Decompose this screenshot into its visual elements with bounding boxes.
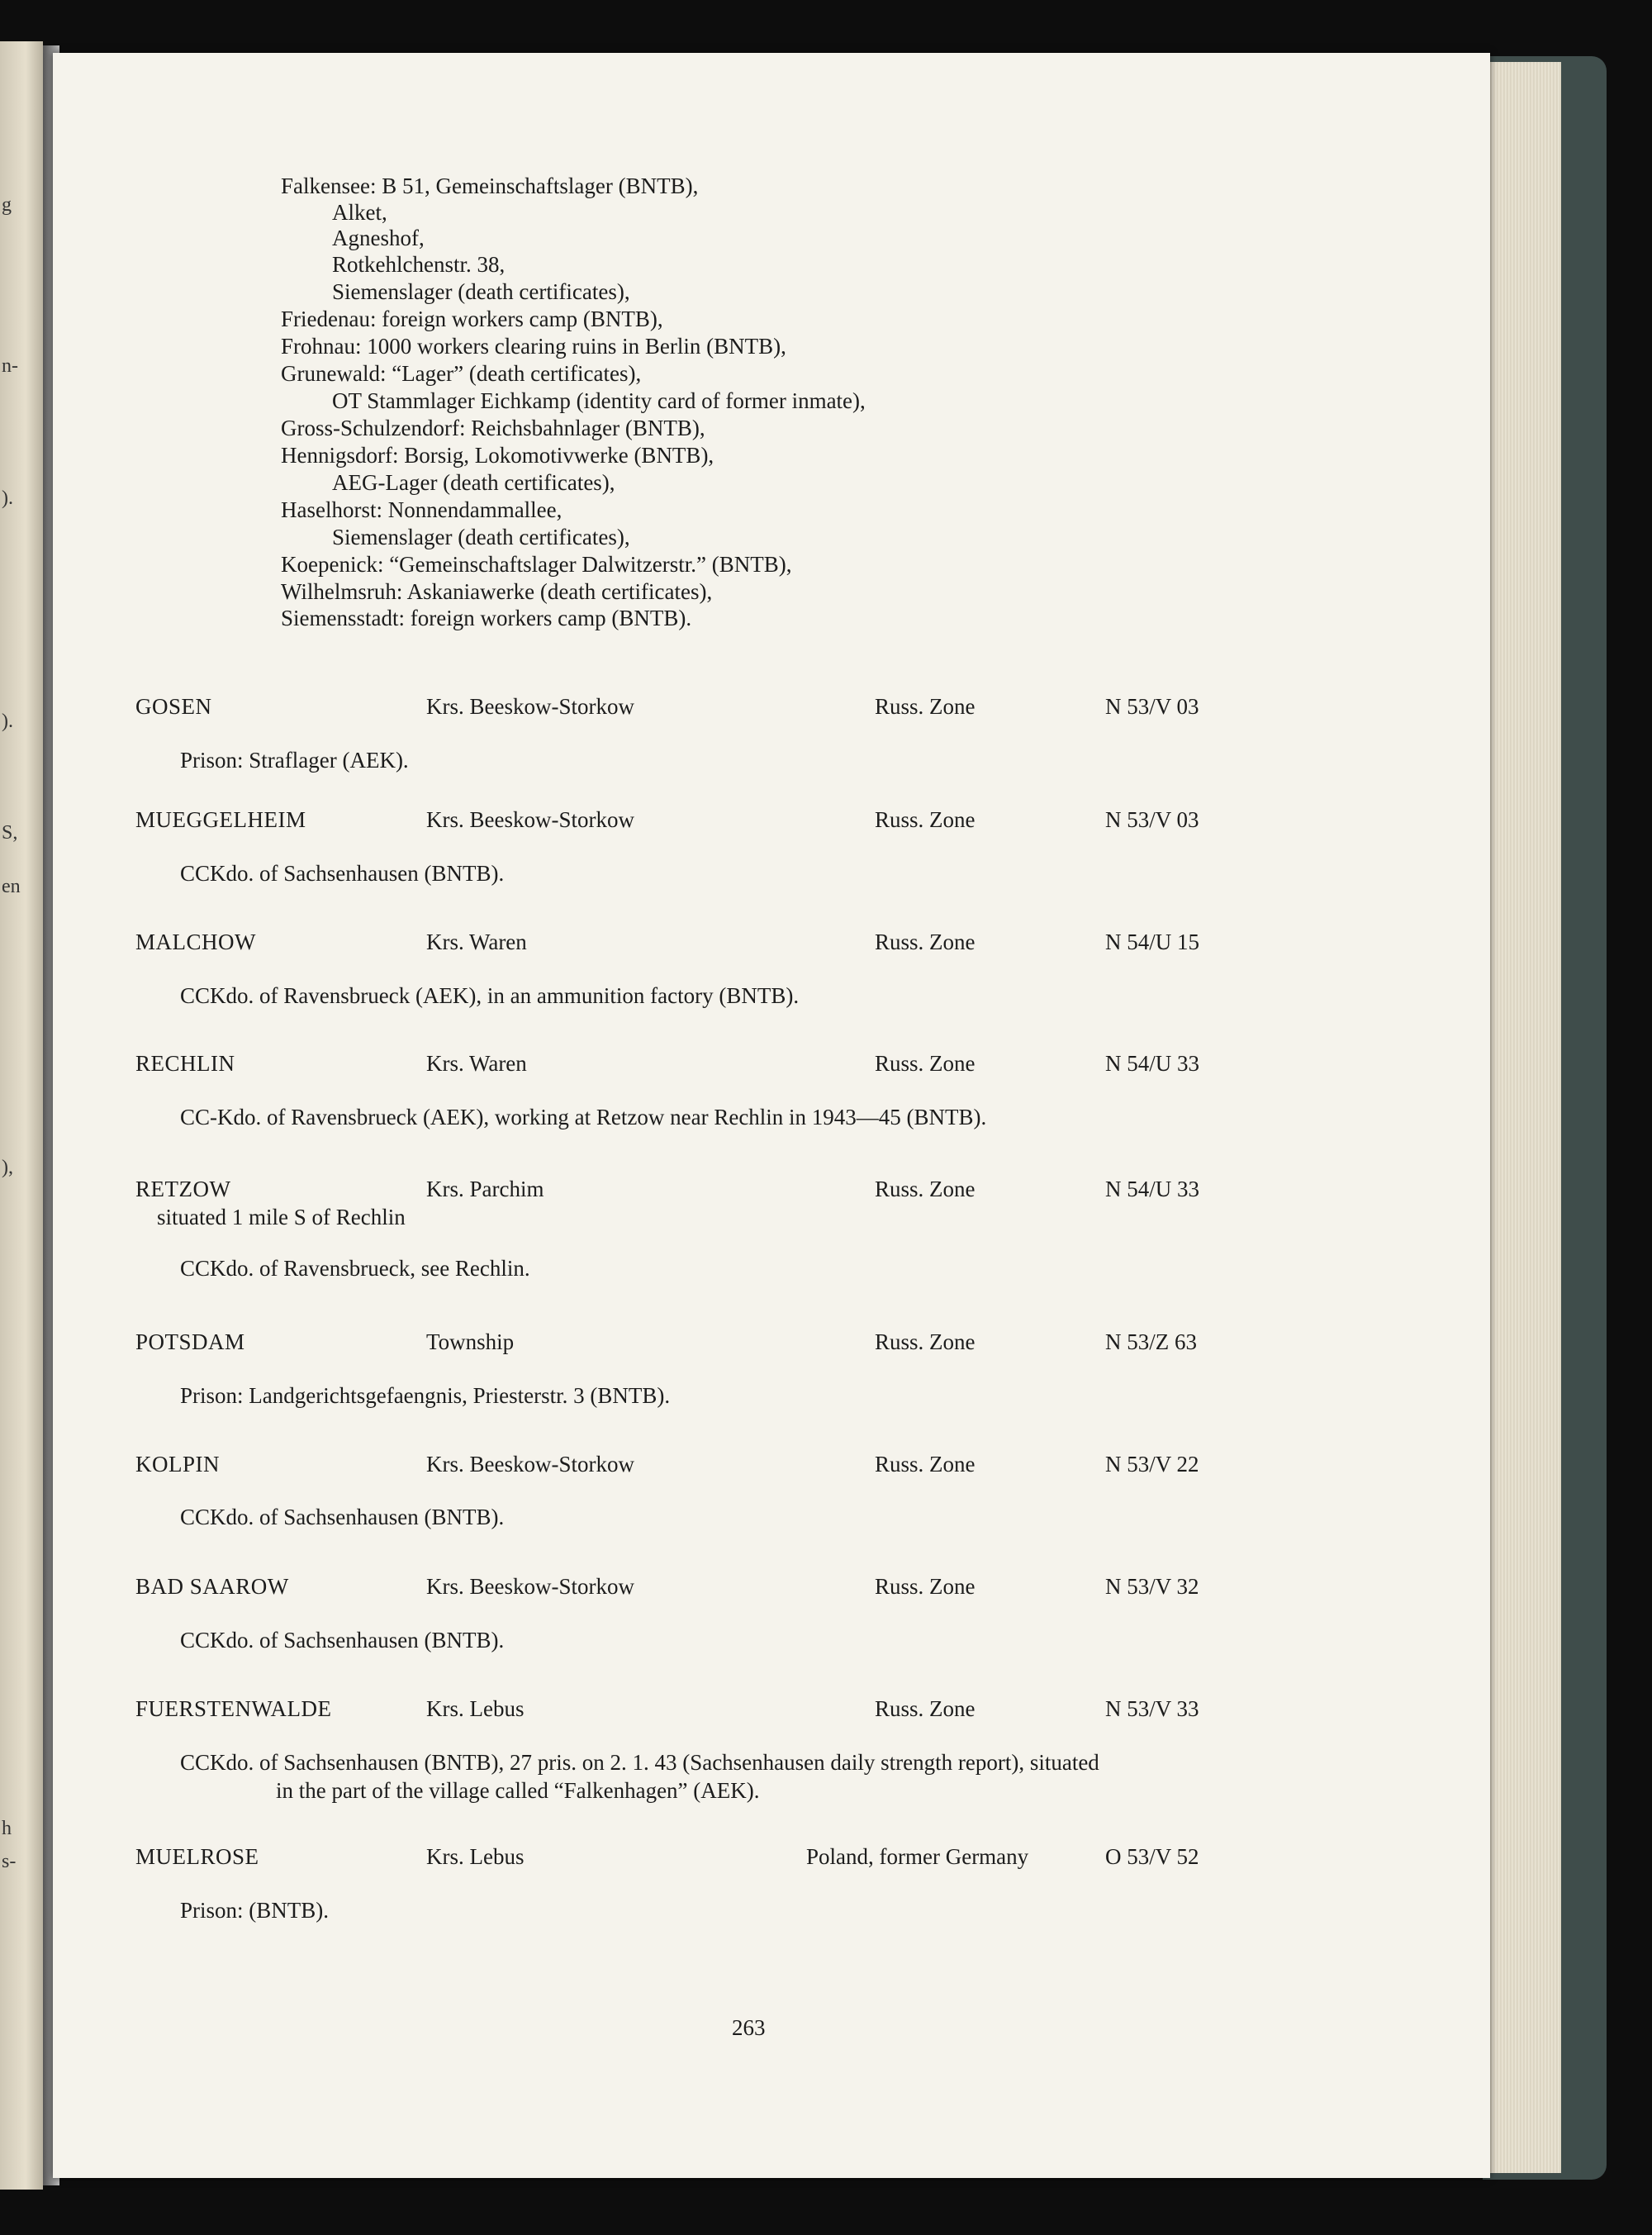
entry-name: MUEGGELHEIM bbox=[135, 807, 306, 832]
left-page-fragment: ), bbox=[2, 1157, 13, 1178]
entry-detail: CCKdo. of Ravensbrueck, see Rechlin. bbox=[180, 1256, 530, 1281]
page-number: 263 bbox=[732, 2015, 766, 2040]
entry-zone: Russ. Zone bbox=[875, 694, 976, 719]
entry-grid-ref: N 54/U 15 bbox=[1105, 930, 1199, 954]
falkensee-line: Rotkehlchenstr. 38, bbox=[332, 252, 506, 277]
entry-detail: Prison: Straflager (AEK). bbox=[180, 748, 409, 773]
entry-name: MUELROSE bbox=[135, 1844, 259, 1869]
entry-zone: Russ. Zone bbox=[875, 1574, 976, 1599]
entry-zone: Poland, former Germany bbox=[806, 1844, 1029, 1869]
entry-zone: Russ. Zone bbox=[875, 1051, 976, 1076]
entry-detail: CCKdo. of Sachsenhausen (BNTB), 27 pris. on 2. 1. 43 (Sachsenhausen daily strength report), situated bbox=[180, 1750, 1099, 1775]
falkensee-line: OT Stammlager Eichkamp (identity card of former inmate), bbox=[332, 388, 866, 413]
entry-zone: Russ. Zone bbox=[875, 1329, 976, 1354]
entry-detail: CC-Kdo. of Ravensbrueck (AEK), working at Retzow near Rechlin in 1943—45 (BNTB). bbox=[180, 1105, 987, 1129]
entry-detail: Prison: Landgerichtsgefaengnis, Priesterstr. 3 (BNTB). bbox=[180, 1383, 671, 1408]
entry-grid-ref: N 53/V 03 bbox=[1105, 694, 1199, 719]
entry-grid-ref: N 53/V 22 bbox=[1105, 1452, 1199, 1477]
left-page-fragment: s- bbox=[2, 1851, 17, 1872]
entry-zone: Russ. Zone bbox=[875, 930, 976, 954]
entry-detail: in the part of the village called “Falkenhagen” (AEK). bbox=[276, 1778, 760, 1803]
left-page-fragment: en bbox=[2, 876, 21, 897]
entry-district: Krs. Waren bbox=[426, 1051, 527, 1076]
page-edges bbox=[1483, 62, 1561, 2173]
entry-district: Krs. Beeskow-Storkow bbox=[426, 1452, 634, 1477]
left-page-fragment: ). bbox=[2, 711, 13, 732]
entry-name: GOSEN bbox=[135, 694, 212, 719]
falkensee-line: Siemenslager (death certificates), bbox=[332, 279, 630, 304]
entry-grid-ref: N 54/U 33 bbox=[1105, 1177, 1199, 1201]
entry-district: Krs. Lebus bbox=[426, 1844, 525, 1869]
previous-page-edge bbox=[0, 41, 43, 2190]
entry-district: Krs. Parchim bbox=[426, 1177, 544, 1201]
entry-name: RETZOW bbox=[135, 1177, 231, 1201]
falkensee-line: Agneshof, bbox=[332, 226, 425, 250]
entry-zone: Russ. Zone bbox=[875, 1452, 976, 1477]
left-page-fragment: h bbox=[2, 1818, 12, 1839]
entry-zone: Russ. Zone bbox=[875, 807, 976, 832]
left-page-fragment: S, bbox=[2, 822, 18, 844]
entry-name: RECHLIN bbox=[135, 1051, 235, 1076]
entry-detail: CCKdo. of Sachsenhausen (BNTB). bbox=[180, 1628, 505, 1652]
entry-name: FUERSTENWALDE bbox=[135, 1696, 332, 1721]
entry-grid-ref: N 53/V 32 bbox=[1105, 1574, 1199, 1599]
falkensee-line: Alket, bbox=[332, 200, 387, 225]
falkensee-line: Frohnau: 1000 workers clearing ruins in Berlin (BNTB), bbox=[281, 334, 786, 359]
entry-zone: Russ. Zone bbox=[875, 1177, 976, 1201]
entry-district: Krs. Beeskow-Storkow bbox=[426, 1574, 634, 1599]
left-page-fragment: n- bbox=[2, 355, 18, 377]
entry-grid-ref: O 53/V 52 bbox=[1105, 1844, 1199, 1869]
entry-detail: CCKdo. of Sachsenhausen (BNTB). bbox=[180, 861, 505, 886]
entry-name: MALCHOW bbox=[135, 930, 256, 954]
left-page-fragment: ). bbox=[2, 487, 13, 509]
falkensee-line: Friedenau: foreign workers camp (BNTB), bbox=[281, 307, 663, 331]
entry-detail: CCKdo. of Sachsenhausen (BNTB). bbox=[180, 1505, 505, 1529]
falkensee-line: Gross-Schulzendorf: Reichsbahnlager (BNTB), bbox=[281, 416, 705, 440]
falkensee-line: Falkensee: B 51, Gemeinschaftslager (BNTB), bbox=[281, 174, 699, 198]
entry-grid-ref: N 53/V 33 bbox=[1105, 1696, 1199, 1721]
entry-name: POTSDAM bbox=[135, 1329, 245, 1354]
falkensee-line: Hennigsdorf: Borsig, Lokomotivwerke (BNTB), bbox=[281, 443, 714, 468]
entry-district: Krs. Lebus bbox=[426, 1696, 525, 1721]
entry-grid-ref: N 53/Z 63 bbox=[1105, 1329, 1197, 1354]
entry-detail: CCKdo. of Ravensbrueck (AEK), in an ammunition factory (BNTB). bbox=[180, 983, 800, 1008]
falkensee-line: Haselhorst: Nonnendammallee, bbox=[281, 497, 563, 522]
entry-grid-ref: N 54/U 33 bbox=[1105, 1051, 1199, 1076]
falkensee-line: Siemenslager (death certificates), bbox=[332, 525, 630, 549]
left-page-fragment: g bbox=[2, 194, 12, 216]
entry-grid-ref: N 53/V 03 bbox=[1105, 807, 1199, 832]
falkensee-line: Wilhelmsruh: Askaniawerke (death certificates), bbox=[281, 579, 713, 604]
entry-zone: Russ. Zone bbox=[875, 1696, 976, 1721]
falkensee-line: Siemensstadt: foreign workers camp (BNTB). bbox=[281, 606, 692, 630]
entry-district: Krs. Waren bbox=[426, 930, 527, 954]
document-page bbox=[53, 53, 1490, 2178]
falkensee-line: Koepenick: “Gemeinschaftslager Dalwitzerstr.” (BNTB), bbox=[281, 552, 792, 577]
entry-name: KOLPIN bbox=[135, 1452, 220, 1477]
falkensee-line: AEG-Lager (death certificates), bbox=[332, 470, 615, 495]
entry-name: BAD SAAROW bbox=[135, 1574, 289, 1599]
entry-location-note: situated 1 mile S of Rechlin bbox=[157, 1205, 406, 1229]
entry-district: Krs. Beeskow-Storkow bbox=[426, 807, 634, 832]
falkensee-line: Grunewald: “Lager” (death certificates), bbox=[281, 361, 642, 386]
entry-district: Krs. Beeskow-Storkow bbox=[426, 694, 634, 719]
entry-district: Township bbox=[426, 1329, 515, 1354]
entry-detail: Prison: (BNTB). bbox=[180, 1898, 330, 1923]
